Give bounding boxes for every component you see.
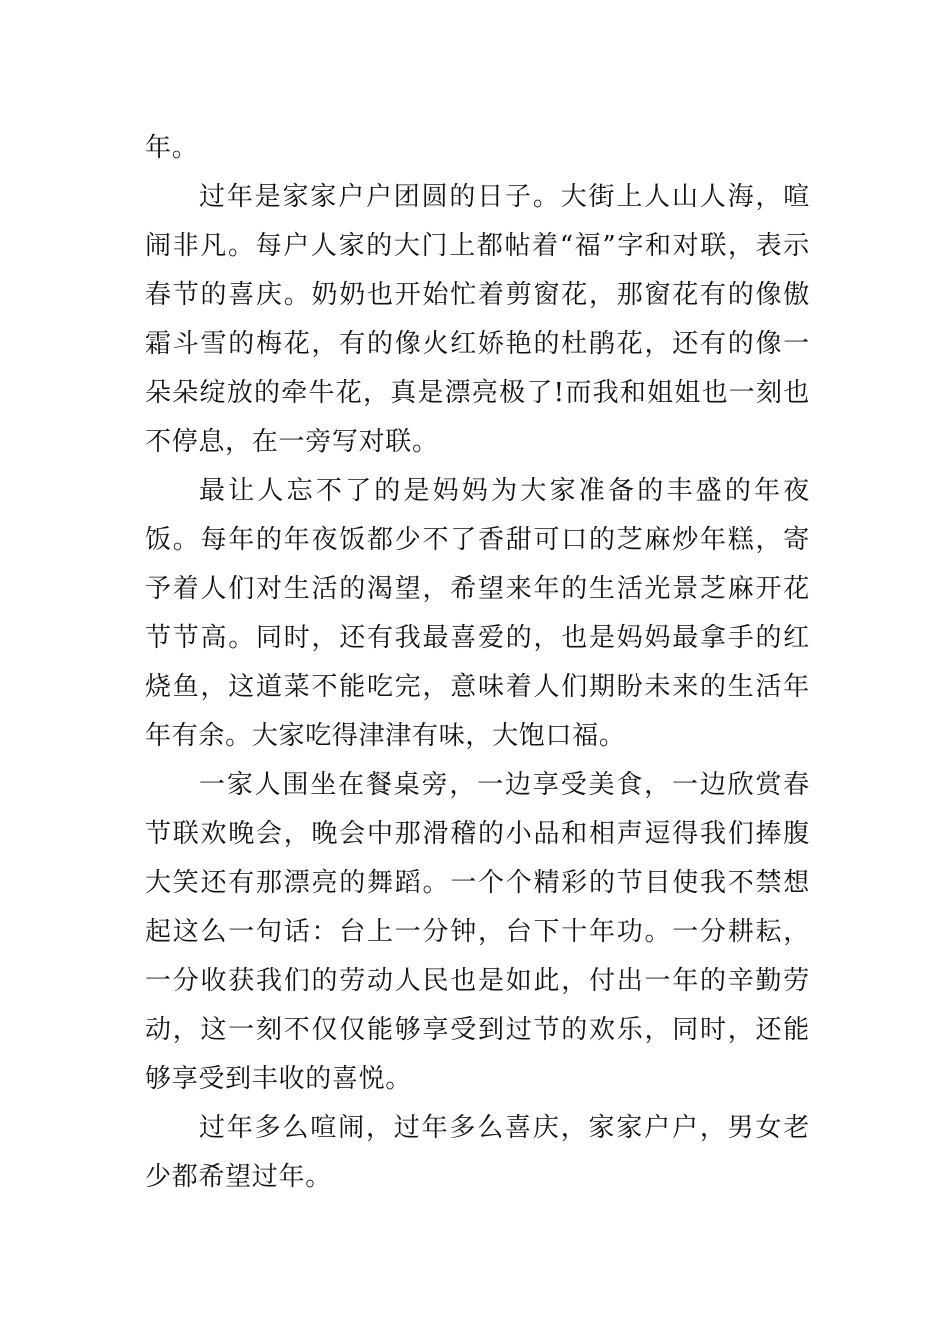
paragraph-new-year-dinner: 最让人忘不了的是妈妈为大家准备的丰盛的年夜饭。每年的年夜饭都少不了香甜可口的芝麻炒年糕，寄予着人们对生活的渴望，希望来年的生活光景芝麻开花节节高。同时，还有我最喜爱的，也是妈妈最拿手的红烧鱼，这道菜不能吃完，意味着人们期盼未来的生活年年有余。大家吃得津津有味，大饱口福。 (145, 476, 810, 751)
paragraph-conclusion: 过年多么喧闹，过年多么喜庆，家家户户，男女老少都希望过年。 (145, 1113, 810, 1192)
essay-body (145, 124, 810, 1202)
paragraph-spring-festival-gala: 一家人围坐在餐桌旁，一边享受美食，一边欣赏春节联欢晚会，晚会中那滑稽的小品和相声逗得我们捧腹大笑还有那漂亮的舞蹈。一个个精彩的节目使我不禁想起这么一句话：台上一分钟，台下十年功。一分耕耘，一分收获我们的劳动人民也是如此，付出一年的辛勤劳动，这一刻不仅仅能够享受到过节的欢乐，同时，还能够享受到丰收的喜悦。 (145, 770, 810, 1094)
paragraph-continuation: 年。 (145, 133, 199, 163)
paragraph-new-year-reunion: 过年是家家户户团圆的日子。大街上人山人海，喧闹非凡。每户人家的大门上都帖着“福”字和对联，表示春节的喜庆。奶奶也开始忙着剪窗花，那窗花有的像傲霜斗雪的梅花，有的像火红娇艳的杜鹃花，还有的像一朵朵绽放的牵牛花，真是漂亮极了!而我和姐姐也一刻也不停息，在一旁写对联。 (145, 182, 810, 457)
